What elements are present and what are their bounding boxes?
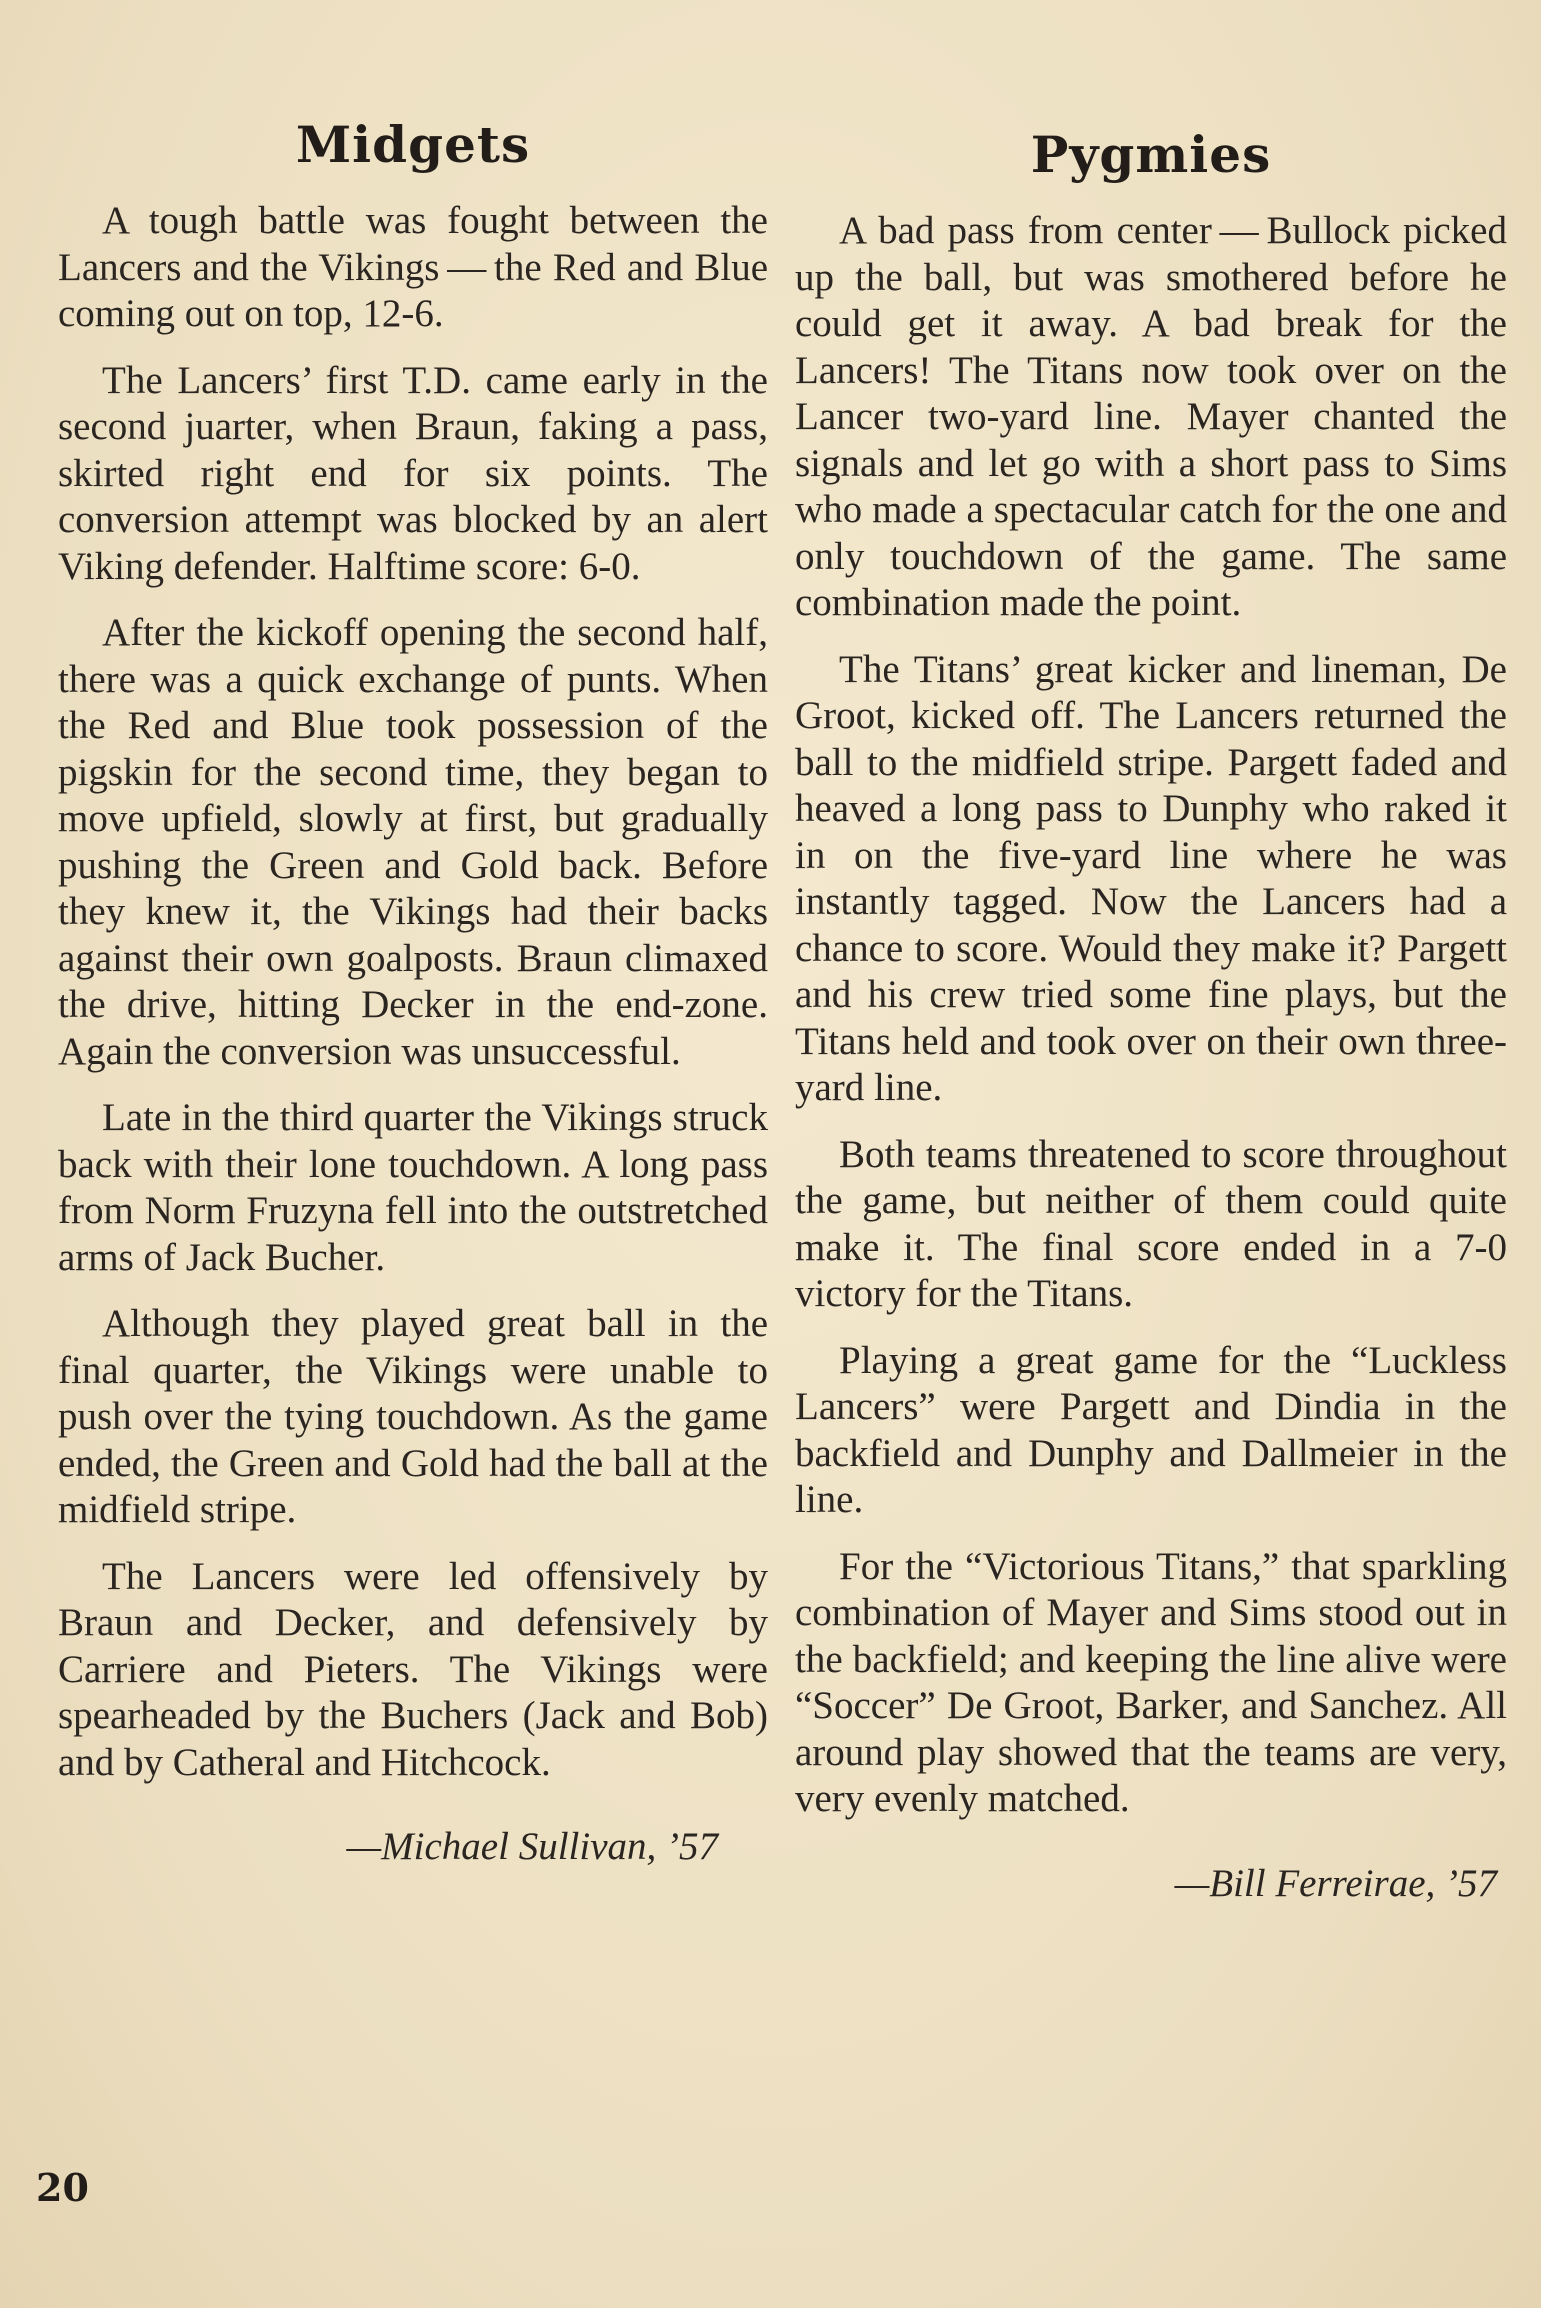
pygmies-paragraph-1: A bad pass from center — Bullock picked up the ball, but was smothered before he could get it away. A bad break for the Lancers! The Titans now took over on the Lancer two-yard line. Mayer chanted the signals and let go with a short pass to Sims who made a spectacular catch for the one and only touchdown of the game. The same combination made the point. [795,209,1507,624]
midgets-article [58,115,768,1869]
midgets-paragraph-6: The Lancers were led offensively by Braun and Decker, and defensively by Carriere and Pieters. The Vikings were spearheaded by the Buchers (Jack and Bob) and by Catheral and Hitchcock. [58,1554,768,1784]
pygmies-heading: Pygmies [1030,125,1272,184]
midgets-paragraph-2: The Lancers’ first T.D. came early in the second juarter, when Braun, faking a pass, skirted right end for six points. The conversion attempt was blocked by an alert Viking defender. Halftime score: 6-0. [58,358,768,588]
pygmies-paragraph-5: For the “Victorious Titans,” that sparkling combination of Mayer and Sims stood out in the backfield; and keeping the line alive were “Soccer” De Groot, Barker, and Sanchez. All around play showed that the teams are very, very evenly matched. [795,1544,1507,1820]
page-number: 20 [36,2165,89,2210]
midgets-signature: —Michael Sullivan, ’57 [346,1825,718,1868]
pygmies-paragraph-3: Both teams threatened to score throughout the game, but neither of them could quite make it. The final score ended in a 7-0 victory for the Titans. [795,1132,1507,1315]
midgets-paragraph-3: After the kickoff opening the second half, there was a quick exchange of punts. When the Red and Blue took possession of the pigskin for the second time, they began to move upfield, slowly at first, but gradually pushing the Green and Gold back. Before they knew it, the Vikings had their backs against their own goalposts. Braun climaxed the drive, hitting Decker in the end-zone. Again the conversion was unsuccessful. [58,611,768,1073]
midgets-paragraph-1: A tough battle was fought between the Lancers and the Vikings — the Red and Blue coming out on top, 12-6. [58,199,768,335]
pygmies-paragraph-4: Playing a great game for the “Luckless Lancers” were Pargett and Dindia in the backfield and Dunphy and Dallmeier in the line. [795,1338,1507,1521]
midgets-paragraph-4: Late in the third quarter the Vikings struck back with their lone touchdown. A long pass from Norm Fruzyna fell into the outstretched arms of Jack Bucher. [58,1096,768,1279]
pygmies-article [795,115,1507,1906]
midgets-paragraph-5: Although they played great ball in the final quarter, the Vikings were unable to push over the tying touchdown. As the game ended, the Green and Gold had the ball at the midfield stripe. [58,1302,768,1531]
pygmies-paragraph-2: The Titans’ great kicker and lineman, De Groot, kicked off. The Lancers returned the ball to the midfield stripe. Pargett faded and heaved a long pass to Dunphy who raked it in on the five-yard line where he was instantly tagged. Now the Lancers had a chance to score. Would they make it? Pargett and his crew tried some fine plays, but the Titans held and took over on their own three-yard line. [795,647,1507,1109]
pygmies-signature: —Bill Ferreirae, ’57 [1174,1861,1497,1905]
midgets-heading: Midgets [295,115,531,174]
